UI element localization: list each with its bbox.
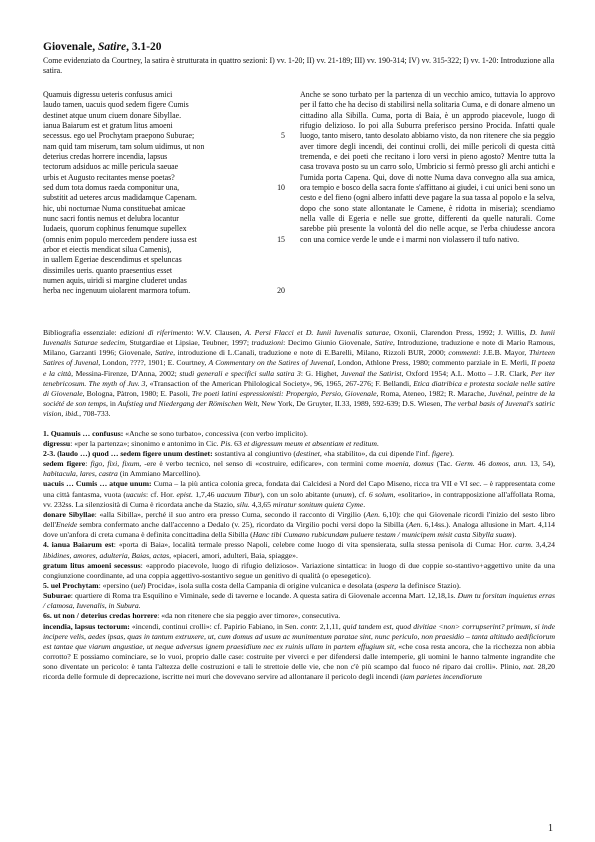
note-lemma: 4. ianua Baiarum est — [43, 540, 114, 550]
document-title — [43, 40, 555, 55]
verse-line — [43, 111, 283, 121]
note-text: et digressum meum et absentiam et reditum — [243, 438, 377, 448]
note-lemma: digressu — [43, 438, 71, 448]
verse-line — [43, 276, 283, 286]
note-text: 3,4,24 — [532, 540, 555, 550]
note-text: , «solitario», in contrapposizione all'affollata Roma, vv. 232ss. La silenziosità di Cuma è ricordata anche da Stazio, — [43, 489, 556, 509]
note-text: : «alla Sibilla», perché il suo antro era presso Cuma, secondo il racconto di Virgilio ( — [94, 509, 367, 519]
bibliography-run: D. Iunii Iuvenalis Saturae sedecim — [43, 327, 555, 348]
note-text: ann. — [513, 459, 528, 469]
verse-line — [43, 255, 283, 265]
note-lemma: Suburae — [43, 591, 71, 601]
verse-number: 10 — [277, 182, 285, 192]
note-text: ) Procida», isola sulla costa della Campania di origine vulcanica e desolata ( — [143, 580, 378, 590]
verse-text: hic, ubi nocturnae Numa constituebat amicae — [43, 203, 186, 213]
verse-line — [43, 193, 283, 203]
verse-text: substitit ad ueteres arcus madidamque Capenam. — [43, 193, 197, 203]
verse-line — [43, 183, 283, 193]
note-text: Eneide — [55, 520, 78, 530]
bibliography-run: , Roma, Ateneo, 1982; R. Marache, — [376, 389, 489, 399]
commentary-note — [43, 459, 555, 479]
title-range: , 3.1-20 — [126, 41, 162, 53]
verse-line — [43, 286, 283, 296]
note-text: la definisce Stazio). — [398, 580, 461, 590]
document-page — [43, 40, 555, 683]
note-text: , «ha stabilito», da cui dipende l'inf. — [319, 448, 432, 458]
note-text: (in Ammiano Marcellino). — [117, 469, 201, 479]
bibliography-run: traduzioni — [251, 338, 284, 348]
note-text: : quartiere di Roma tra Esquilino e Viminale, sede di taverne e locande. A questa satira di Giovenale accenna Mart. 12,18,1s. — [70, 591, 458, 601]
verse-text: nam quid tam miserum, tam solum uidimus, ut non — [43, 141, 205, 151]
bibliography-run: , New York, De Gruyter, II.33, 1989, 592-639; D.S. Wiesen, — [257, 399, 445, 409]
note-text: , -ere è verbo tecnico, nel senso di «costruire, edificare», con termini come — [139, 459, 386, 469]
note-text: 63 — [232, 438, 244, 448]
note-text: Aen. — [366, 509, 380, 519]
note-text: : «da non ritenere che sia peggio aver timore», consecutiva. — [157, 611, 341, 621]
note-text: habitacula, lares, castra — [43, 469, 118, 479]
note-text: ). — [511, 530, 517, 540]
bibliography-run: Thirteen Satires of Juvenal — [43, 348, 555, 368]
verse-number: 20 — [277, 286, 285, 296]
note-text: 6,14ss.). Analoga allusione in Mart. 4,114 dove un'anfora di creta cumana è definita concittadina della Sibilla ( — [43, 520, 555, 540]
bibliography-run: : W.V. Clausen, — [191, 327, 245, 337]
note-text: . — [376, 438, 379, 448]
note-text: epist. — [176, 489, 193, 499]
bibliography-run: Etica diatribica e protesta sociale nelle satire di Giovenale — [43, 378, 556, 399]
bibliography-run: , introduzione di L.Canali, traduzione e note di E.Barelli, Milano, Rizzoli BUR, 2000; — [173, 348, 449, 358]
note-lemma: incendia, lapsus tectorum: — [43, 621, 130, 631]
note-lemma: sedem figere — [43, 459, 86, 469]
verse-line — [43, 266, 283, 276]
note-text: sembra confermato anche dall'accenno a Dedalo (v. 25), ricordato da Virgilio pochi versi dopo la Sibilla ( — [77, 520, 409, 530]
note-text: 13, 54), — [527, 459, 556, 469]
verse-text: destinet atque unum ciuem donare Sibyllae. — [43, 110, 182, 120]
note-text: carm. — [515, 540, 533, 550]
note-text: Cuma – la più antica colonia greca, fondata dai Calcidesi a Nord del Capo Miseno, ricca tra VII e VI sec. – è rappresentata come una città fantasma, vuota ( — [43, 479, 555, 499]
verse-line — [43, 121, 283, 131]
verse-text: (omnis enim populo mercedem pendere iussa est — [43, 234, 197, 244]
bibliography-run: , Messina-Firenze, D'Anna, 2002; — [71, 368, 180, 378]
page-number: 1 — [548, 823, 553, 834]
commentary-note — [43, 591, 555, 611]
note-text: Hanc tibi Cumano rubicundam puluere testam / municipem misit casta Sibylla suam — [252, 530, 512, 540]
note-text: iam parietes incendiorum — [402, 672, 482, 682]
bibliography-run: , Introduzione, traduzione e note di Mario Ramous, Milano, Garzanti 1996; Giovenale, — [43, 338, 555, 358]
italian-translation: Anche se sono turbato per la partenza di un vecchio amico, tuttavia lo approvo per il fatto che ha deciso di stabilirsi nella solitaria Cuma, e di donare almeno un cittadino alla Sibilla. Cuma, porta di Baia, è un approdo piacevole, luogo di rifugio delizioso. Io poi alla Suburra preferisco persino Procida. Infatti quale luogo, tanto misero, tanto desolato abbiamo visto, da non ritenere che sia peggio aver timore degli incendi, dei continui crolli, dei mille pericoli di questa città tremenda, e dei poeti che recitano i loro versi in pieno agosto? Mentre tutta la casa trovava posto su un carro solo, Umbricio si fermò presso gli archi antichi e l'umida porta Capena. Qui, dove di notte Numa dava convegno alla sua amica, ora tempio e bosco della sacra fonte s'affittano ai giudei, i cui unici beni sono un cesto e del fieno (ogni albero infatti deve pagare la sua tassa al popolo e la selva, dopo che sono state allontanate le Camene, è ridotta in miseria); scendiamo nella valle di Egeria e nelle sue grotte, differenti da quelle naturali. Come sarebbe più presente la volontà del dio nelle acque, se l'erba chiudesse ancora con una cornice verde le unde e i marmi non violassero il tufo nativo. — [300, 89, 555, 244]
verse-text: secessus. ego uel Prochytam praepono Suburae; — [43, 131, 195, 141]
note-text: . — [363, 499, 366, 509]
note-text: moenia, domus — [385, 459, 434, 469]
verse-text: Iudaeis, quorum cophinus fenumque supellex — [43, 224, 187, 234]
note-lemma: 2-3. (laudo …) quod … sedem figere unum destinet: — [43, 448, 213, 458]
note-lemma: uacuis … Cumis … atque unum: — [43, 479, 152, 489]
bibliography-run: studi generali e specifici sulla satira 3 — [179, 368, 301, 378]
bibliography-run: , «Transaction of the American Philological Society», 96, 1965, 267-276; F. Bellandi, — [145, 378, 414, 388]
note-lemma: donare Sibyllae — [43, 509, 95, 519]
bibliography — [43, 328, 555, 420]
verse-line — [43, 235, 283, 245]
intro-text: Come evidenziato da Courtney, la satira è strutturata in quattro sezioni: I) vv. 1-20; II) vv. 21-189; III) vv. 190-314; IV) vv. 315-322; I) vv. 1-20: Introduzione alla satira. — [43, 56, 555, 76]
verse-line — [43, 224, 283, 234]
verse-line — [43, 214, 283, 224]
note-text: ), cf. — [351, 489, 369, 499]
verse-text: arbor et eiectis mendicat silua Camenis), — [43, 244, 172, 254]
note-text: nat. — [523, 662, 536, 672]
note-text: : cf. Hor. — [146, 489, 177, 499]
commentary-note — [43, 540, 555, 560]
verse-text: dissimiles ueris. quanto praesentius esset — [43, 265, 173, 275]
note-text: 46 — [474, 459, 489, 469]
note-text: : «per la partenza»; sinonimo e antonimo in Cic. — [70, 438, 221, 448]
note-text: Germ. — [455, 459, 475, 469]
bibliography-run: The verbal basis of Juvenal's satiric vision, ibid. — [43, 399, 555, 419]
note-text: 2,1,11, — [317, 621, 343, 631]
note-text: miratur sonitum quieta Cyme — [272, 499, 364, 509]
bibliography-run: Satire — [374, 338, 393, 348]
note-lemma: 6s. ut non / deterius credas horrere — [43, 611, 158, 621]
note-text: 6 solum — [368, 489, 394, 499]
bibliography-run: , London, Athlone Press, 1980; commento parziale in E. Merli, — [333, 358, 532, 368]
verse-text: numen aquis, uiridi si margine cluderet undas — [43, 276, 187, 285]
commentary-note — [43, 479, 555, 509]
note-text: ). — [449, 448, 454, 458]
verse-line — [43, 245, 283, 255]
title-author: Giovenale, — [43, 41, 98, 53]
bibliography-run: Satire — [155, 348, 174, 358]
commentary-notes — [43, 429, 555, 683]
note-text: , «che cosa resta ancora, che la ricchezza non abbia corrotto? E possiamo cominciare, se lo vuoi, proprio dalle case: costruite per viverci e per difendersi dalle intemperie, gli uomini le hanno talmente ingrandite che sono diventate un pericolo: è tanta l'altezza delle costruzioni e tali le strettoie delle vie, che non c'è più scampo dal fuoco né riparo dai crolli». Plinio, — [43, 641, 555, 672]
verse-text: sed dum tota domus raeda componitur una, — [43, 182, 180, 192]
verse-number: 5 — [281, 131, 285, 141]
bibliography-run: Juvenal the Satirist — [340, 368, 402, 378]
note-text: quid tandem est, quod divitiae <non> corrupserint? primum, si inde incipere velis, aedes ipsas, quas in tantum extruxere, ut, cum domus ad usum ac munimentum paratae sint, nunc periculo, non praesidio – tanta altitudo aedificiorum est tantae que viarum angustiae, ut neque adversus ignem praesidium nec ex ruinis ullam in partem effugium sit — [43, 621, 555, 651]
bibliography-run: : Decimo Giunio Giovenale, — [283, 338, 375, 348]
note-text: 6,10): che qui Giovenale ricordi l'inizio del sesto libro dell' — [43, 509, 555, 530]
verse-text: nunc sacri fontis nemus et delubra locantur — [43, 213, 179, 223]
bibliography-run: Juvénal, peintre de la société de son temps — [43, 389, 556, 409]
note-text: Pis. — [220, 438, 233, 448]
note-text: , — [508, 459, 514, 469]
note-text: : «persino ( — [98, 580, 134, 590]
note-text: contr. — [300, 621, 318, 631]
verse-line — [43, 142, 283, 152]
bibliography-run: Tre poeti latini espressionisti: Propergio, Persio, Giovenale — [191, 389, 377, 399]
bibliography-run: , Oxford 1954; A.L. Motto – J.R. Clark, — [401, 368, 531, 378]
verse-line — [43, 90, 283, 100]
verse-line — [43, 162, 283, 172]
bibliography-run: : J.E.B. Mayor, — [478, 348, 529, 358]
bibliography-run: Il poeta e la città — [43, 358, 556, 378]
note-text: uacuum Tibur — [216, 489, 261, 499]
note-lemma: 1. Quamuis … confusus: — [43, 428, 124, 438]
note-lemma: 5. uel Prochytam — [43, 580, 99, 590]
bibliography-run: , 708-733. — [79, 409, 111, 419]
note-text: «Anche se sono turbato», concessiva (con verbo implicito). — [123, 428, 308, 438]
note-text: uel — [133, 580, 144, 590]
bibliography-run: , Bologna, Pàtron, 1980; E. Pasoli, — [82, 389, 192, 399]
bibliography-run: , London, ????, 1901; E. Courtney, — [98, 358, 209, 368]
verse-text: deterius credas horrere incendia, lapsus — [43, 151, 168, 161]
commentary-note — [43, 510, 555, 540]
bibliography-run: A. Persi Flacci et D. Iunii Iuvenalis saturae — [244, 327, 389, 337]
latin-text — [43, 90, 283, 297]
verse-line — [43, 131, 283, 141]
verse-text: in uallem Egeriae descendimus et speluncas — [43, 255, 182, 265]
commentary-note — [43, 561, 555, 581]
note-text: aspera — [377, 580, 399, 590]
note-text: : «approdo piacevole, luogo di rifugio delizioso». Variazione sintattica: in luogo di due coppie so-stantivo+aggettivo unite da una congiunzione coordinante, ad una coppia aggettivo-sostantivo segue un genitivo di qualità (o epesegetico). — [43, 560, 555, 580]
note-text: destinet — [295, 448, 320, 458]
verse-text: herba nec ingenuum uiolarent marmora tofum. — [43, 286, 191, 296]
commentary-note — [43, 611, 555, 621]
note-text: Dum tu forsitan inquietus erras / clamosa, Iuvenalis, in Subura — [43, 591, 555, 611]
text-columns — [43, 90, 555, 322]
bibliography-run: , Oxonii, Clarendon Press, 1992; J. Willis, — [388, 327, 530, 337]
commentary-note — [43, 622, 555, 683]
note-text: libidines, amores, adulteria, Baias, actas — [43, 550, 170, 560]
bibliography-run: A Commentary on the Satires of Juvenal — [208, 358, 334, 368]
commentary-note — [43, 581, 555, 591]
verse-text: tectorum adsiduos ac mille pericula saeuae — [43, 162, 179, 172]
verse-text: ianua Baiarum est et gratum litus amoeni — [43, 120, 173, 130]
bibliography-run: , Stutgardiae et Lipsiae, Teubner, 1997; — [125, 338, 252, 348]
title-work: Satire — [97, 41, 127, 53]
commentary-note — [43, 429, 555, 439]
verse-text: urbis et Augusto recitantes mense poetas? — [43, 172, 175, 182]
note-lemma: gratum litus amoeni secessus — [43, 560, 141, 570]
note-text: «incendi, continui crolli»: cf. Papirio Fabiano, in Sen. — [129, 621, 301, 631]
note-text: figo, fixi, fixum — [90, 459, 140, 469]
note-text: 28,20 ricorda delle formule di deprecazione, iscritte nei muri che dovevano servire ad allontanare il pericolo degli incendi ( — [43, 662, 555, 682]
note-text: ), con un solo abitante ( — [260, 489, 335, 499]
note-text: figere — [431, 448, 450, 458]
note-text: silu. — [236, 499, 250, 509]
verse-line — [43, 204, 283, 214]
verse-line — [43, 173, 283, 183]
note-text: 1,7,46 — [192, 489, 217, 499]
verse-text: laudo tamen, uacuis quod sedem figere Cumis — [43, 100, 189, 110]
note-text: domos — [488, 459, 509, 469]
bibliography-run: Per iter tenebricosum. The myth of Juv. 3 — [43, 368, 555, 388]
note-text: sostantiva al congiuntivo ( — [212, 448, 296, 458]
note-text: unum — [334, 489, 352, 499]
note-text: . — [138, 601, 141, 611]
note-text: 4,3,65 — [249, 499, 273, 509]
verse-line — [43, 100, 283, 110]
verse-number: 15 — [277, 234, 285, 244]
note-text: uacuis — [125, 489, 147, 499]
note-text: Aen. — [408, 520, 423, 530]
verse-line — [43, 152, 283, 162]
bibliography-run: edizioni di riferimento — [119, 327, 192, 337]
bibliography-run: , in — [106, 399, 118, 409]
note-text: (Tac. — [433, 459, 456, 469]
note-text: : «porta di Baia», località termale presso Napoli, celebre come luogo di vita spensierata, sulla stessa penisola di Cuma: Hor. — [113, 540, 516, 550]
commentary-note — [43, 449, 555, 459]
bibliography-run: commenti — [448, 348, 479, 358]
verse-text: Quamuis digressu ueteris confusus amici — [43, 89, 173, 99]
note-text: : — [85, 459, 91, 469]
commentary-note — [43, 439, 555, 449]
bibliography-run: Bibliografia essenziale: — [43, 327, 120, 337]
note-text: , «piaceri, amori, adulteri, Baia, spiagge». — [169, 550, 298, 560]
bibliography-run: : G. Highet, — [300, 368, 341, 378]
bibliography-run: Aufstieg und Niedergang der Römischen Welt — [117, 399, 258, 409]
